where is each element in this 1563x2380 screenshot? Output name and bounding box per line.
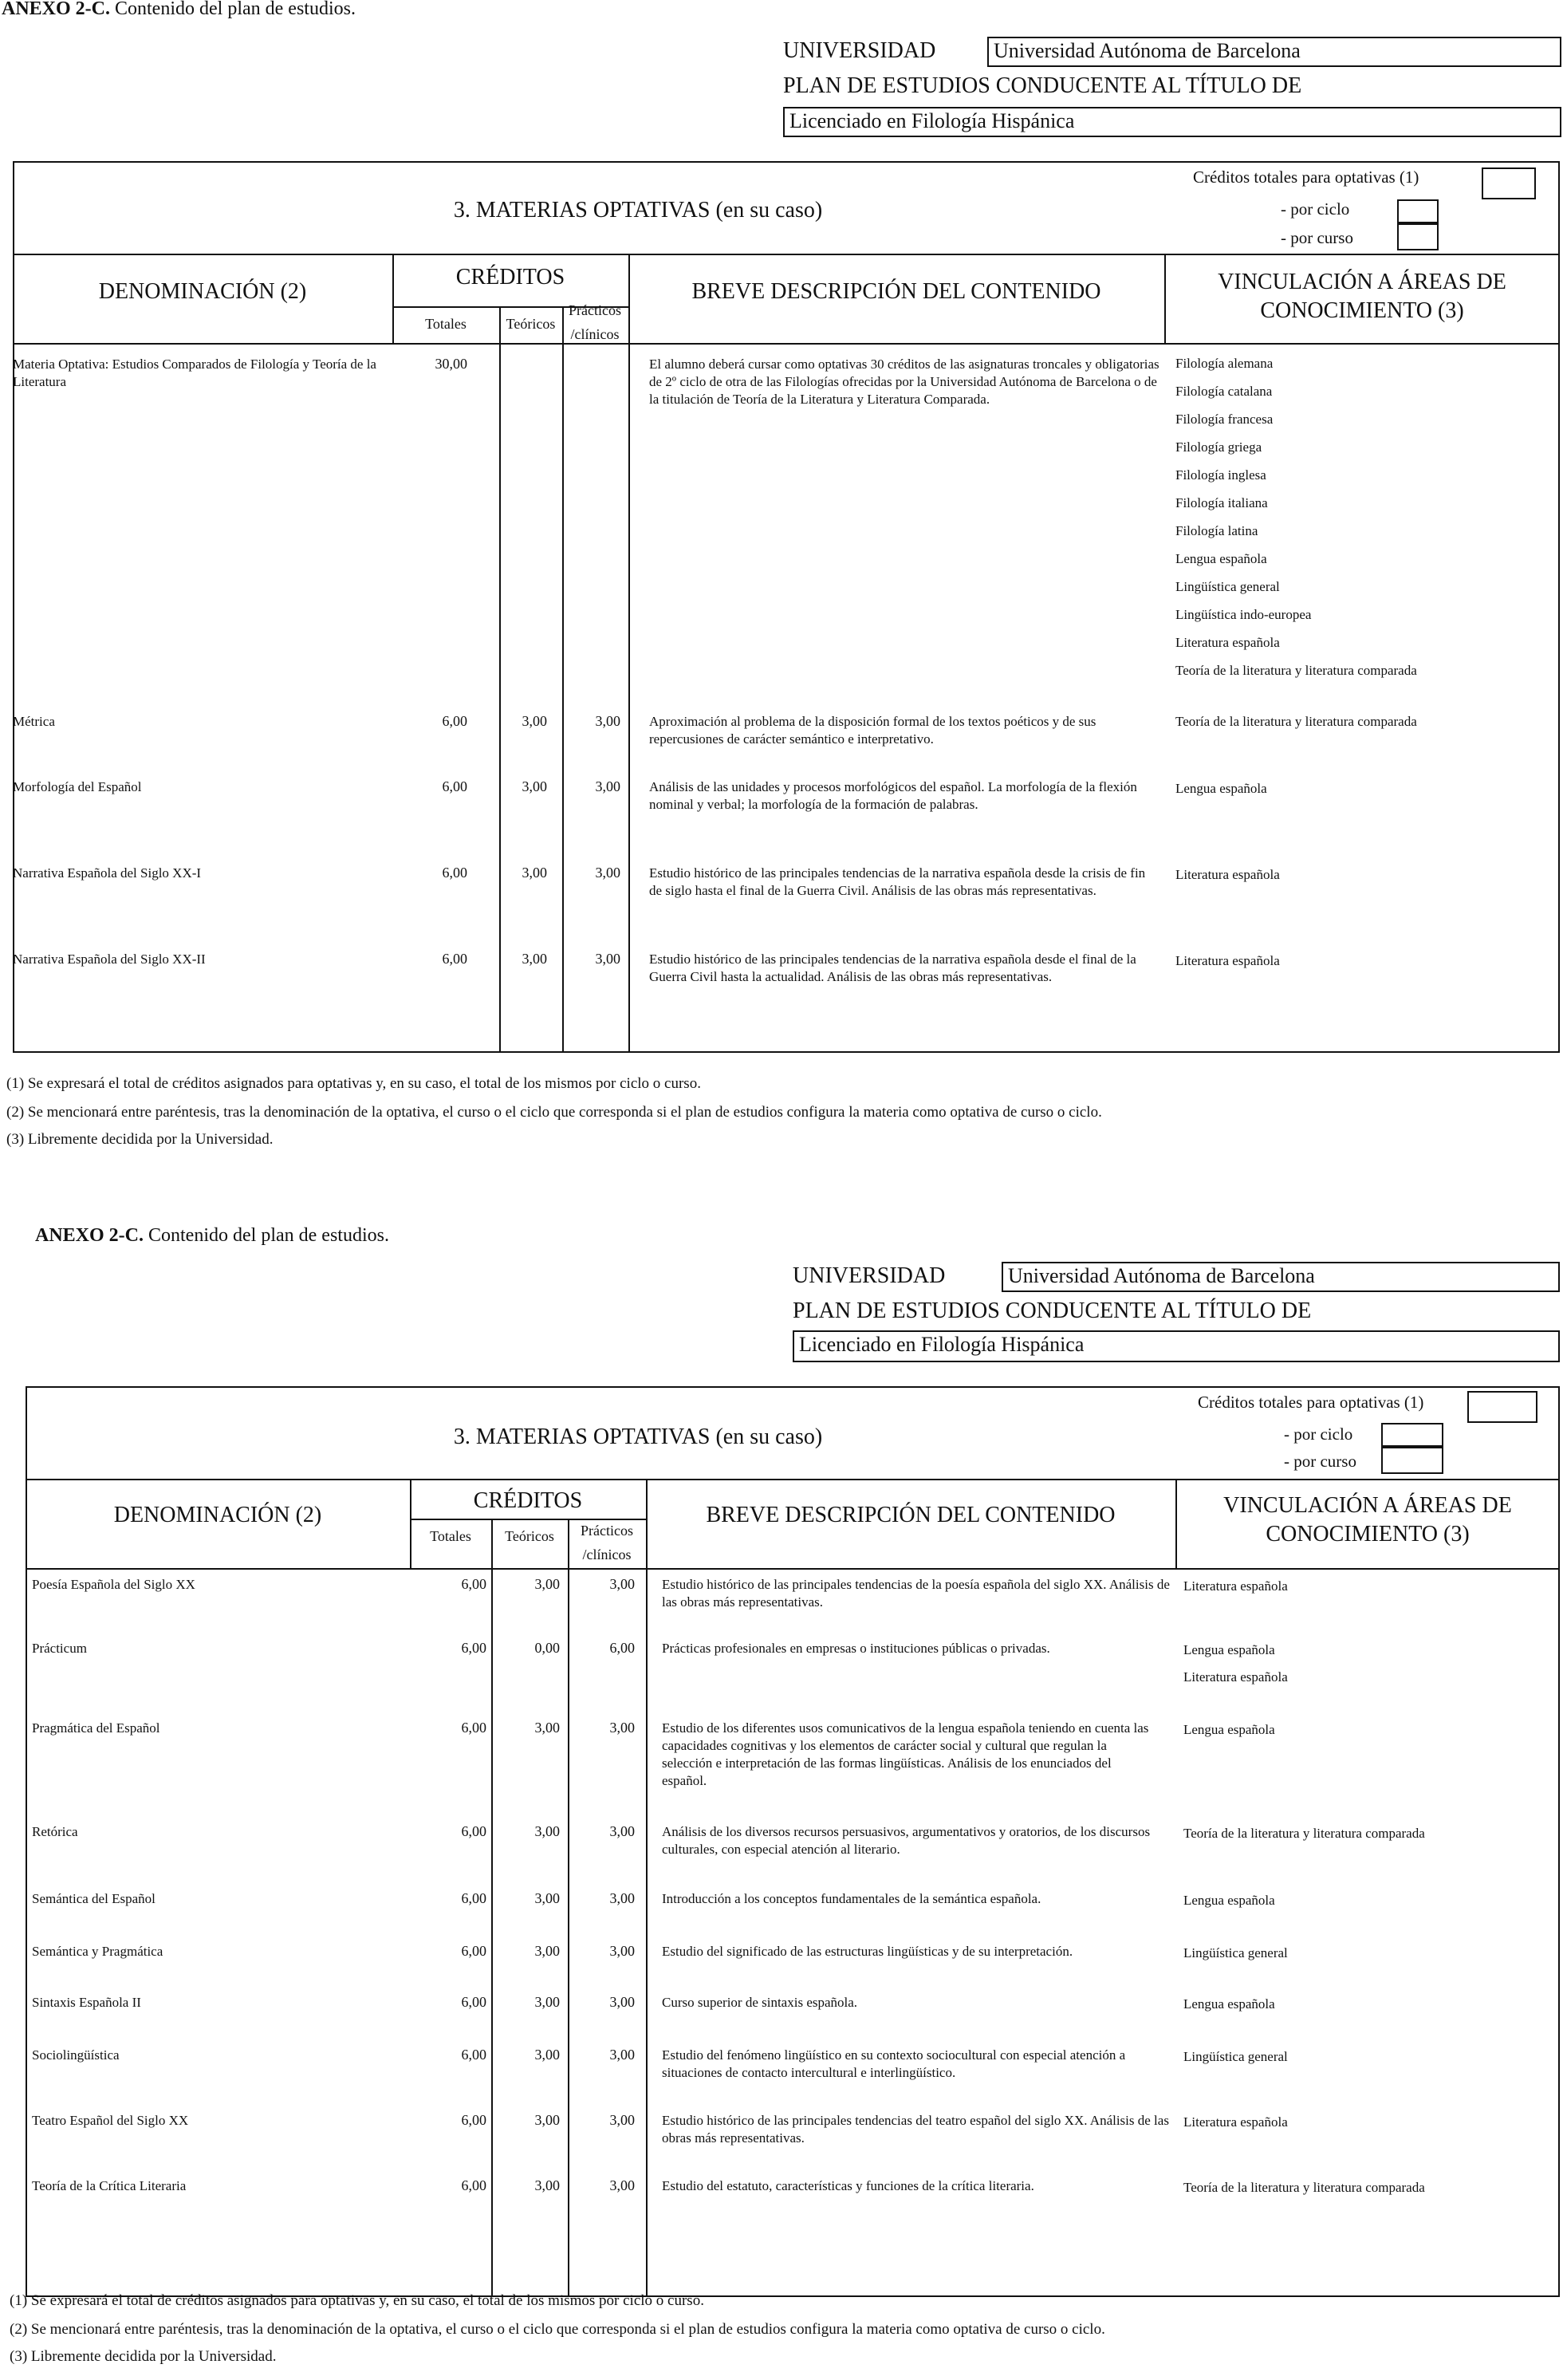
por-curso-box xyxy=(1397,223,1439,250)
area-item: Lingüística general xyxy=(1175,579,1280,594)
row-description: Análisis de los diversos recursos persuasivos, argumentativos y oratorios, de los discursos culturales, con especial atención al literario. xyxy=(662,1824,1151,1857)
row-description: Introducción a los conceptos fundamentales de la semántica española. xyxy=(662,1891,1041,1906)
section-title: 3. MATERIAS OPTATIVAS (en su caso) xyxy=(453,198,823,223)
row-totales: 30,00 xyxy=(435,356,467,372)
divider xyxy=(13,254,1560,255)
row-totales: 6,00 xyxy=(461,1890,486,1906)
creditos-totales-box xyxy=(1482,167,1536,199)
row-areas xyxy=(1175,349,1417,684)
row-teoricos: 3,00 xyxy=(534,1943,560,1959)
row-name: Métrica xyxy=(13,714,55,729)
universidad-field: Universidad Autónoma de Barcelona xyxy=(1002,1262,1560,1292)
row-practicos: 3,00 xyxy=(609,1576,635,1592)
plan-label: PLAN DE ESTUDIOS CONDUCENTE AL TÍTULO DE xyxy=(793,1298,1312,1323)
col-denominacion: DENOMINACIÓN (2) xyxy=(113,1503,322,1527)
anexo-label: ANEXO 2-C. xyxy=(35,1225,144,1246)
divider xyxy=(13,343,1560,345)
col-teoricos: Teóricos xyxy=(506,316,556,332)
area-item: Filología francesa xyxy=(1175,412,1274,427)
row-description: Análisis de las unidades y procesos morfológicos del español. La morfología de la flexión nominal y verbal; la morfología de la formación de palabras. xyxy=(649,779,1137,812)
row-area: Literatura española xyxy=(1183,2114,1288,2130)
row-description: El alumno deberá cursar como optativas 30 créditos de las asignaturas troncales y obligatorias de 2º ciclo de otra de las Filologías ofrecidas por la Universidad Autónoma de Barcelona o de la titulación de Teoría de la Literatura y Literatura Comparada. xyxy=(649,357,1159,407)
area-item: Filología italiana xyxy=(1175,495,1268,510)
row-teoricos: 3,00 xyxy=(522,713,547,729)
row-teoricos: 3,00 xyxy=(522,951,547,967)
area-item: Lingüística indo-europea xyxy=(1175,607,1312,622)
row-totales: 6,00 xyxy=(461,2177,486,2193)
row-name: Teoría de la Crítica Literaria xyxy=(32,2178,187,2193)
row-name: Sintaxis Española II xyxy=(32,1995,141,2010)
col-descripcion: BREVE DESCRIPCIÓN DEL CONTENIDO xyxy=(706,1503,1116,1527)
row-practicos: 6,00 xyxy=(609,1640,635,1656)
row-area: Lengua española xyxy=(1183,1722,1275,1737)
row-description: Prácticas profesionales en empresas o instituciones públicas o privadas. xyxy=(662,1641,1050,1656)
row-teoricos: 3,00 xyxy=(534,1890,560,1906)
row-totales: 6,00 xyxy=(461,1943,486,1959)
row-name: Materia Optativa: Estudios Comparados de Filología y Teoría de la Literatura xyxy=(13,357,376,389)
row-practicos: 3,00 xyxy=(595,713,620,729)
row-name: Teatro Español del Siglo XX xyxy=(32,2113,189,2128)
divider xyxy=(26,1479,1560,1480)
footnote: (3) Libremente decidida por la Universidad. xyxy=(6,1131,274,1148)
col-denominacion: DENOMINACIÓN (2) xyxy=(98,279,307,304)
row-description: Estudio histórico de las principales tendencias de la poesía española del siglo XX. Análisis de las obras más representativas. xyxy=(662,1577,1170,1610)
row-teoricos: 3,00 xyxy=(534,1823,560,1839)
row-totales: 6,00 xyxy=(461,1640,486,1656)
creditos-totales-label: Créditos totales para optativas (1) xyxy=(1193,167,1419,187)
row-description: Estudio histórico de las principales tendencias del teatro español del siglo XX. Análisis de las obras más representativas. xyxy=(662,2113,1169,2146)
row-practicos: 3,00 xyxy=(609,1994,635,2010)
row-totales: 6,00 xyxy=(461,1994,486,2010)
row-name: Retórica xyxy=(32,1824,78,1839)
area-item: Filología alemana xyxy=(1175,356,1274,371)
footnote: (3) Libremente decidida por la Universidad. xyxy=(10,2348,277,2365)
footnote: (2) Se mencionará entre paréntesis, tras la denominación de la optativa, el curso o el ciclo que corresponda si el plan de estudios configura la materia como optativa de curso o ciclo. xyxy=(6,1104,1102,1121)
row-name: Morfología del Español xyxy=(13,779,142,794)
por-ciclo-box xyxy=(1381,1423,1443,1447)
anexo-title xyxy=(35,1225,389,1247)
plan-label: PLAN DE ESTUDIOS CONDUCENTE AL TÍTULO DE xyxy=(783,73,1302,98)
row-name: Semántica y Pragmática xyxy=(32,1944,163,1959)
row-practicos: 3,00 xyxy=(609,1943,635,1959)
por-curso-box xyxy=(1381,1447,1443,1474)
row-description: Estudio del significado de las estructuras lingüísticas y de su interpretación. xyxy=(662,1944,1073,1959)
area-item: Teoría de la literatura y literatura comparada xyxy=(1175,663,1417,678)
section-title: 3. MATERIAS OPTATIVAS (en su caso) xyxy=(453,1424,823,1449)
row-name: Semántica del Español xyxy=(32,1891,156,1906)
divider xyxy=(491,1519,493,2297)
anexo-subtitle: Contenido del plan de estudios. xyxy=(115,0,356,19)
row-name: Narrativa Española del Siglo XX-I xyxy=(13,865,202,881)
row-practicos: 3,00 xyxy=(595,865,620,881)
row-description: Estudio de los diferentes usos comunicativos de la lengua española teniendo en cuenta las capacidades cognitivas y los elementos de carácter social y cultural que regulan la selección e interpretación de las formas lingüísticas. Análisis de los enunciados del español. xyxy=(662,1720,1149,1788)
row-name: Narrativa Española del Siglo XX-II xyxy=(13,952,206,967)
row-practicos: 3,00 xyxy=(609,1720,635,1736)
anexo-label: ANEXO 2-C. xyxy=(2,0,110,19)
row-practicos: 3,00 xyxy=(609,1823,635,1839)
creditos-totales-label: Créditos totales para optativas (1) xyxy=(1198,1393,1424,1412)
divider xyxy=(562,306,564,1053)
row-teoricos: 3,00 xyxy=(522,865,547,881)
row-name: Poesía Española del Siglo XX xyxy=(32,1577,195,1592)
row-totales: 6,00 xyxy=(461,2112,486,2128)
row-totales: 6,00 xyxy=(461,2047,486,2063)
col-practicos: Prácticos /clínicos xyxy=(569,302,621,342)
anexo-title xyxy=(2,0,356,20)
area-item: Literatura española xyxy=(1175,635,1280,650)
footnote: (2) Se mencionará entre paréntesis, tras la denominación de la optativa, el curso o el ciclo que corresponda si el plan de estudios configura la materia como optativa de curso o ciclo. xyxy=(10,2321,1105,2338)
col-creditos: CRÉDITOS xyxy=(455,265,565,290)
row-area: Lengua española xyxy=(1183,1996,1275,2012)
por-ciclo-label: - por ciclo xyxy=(1284,1424,1353,1444)
titulo-field: Licenciado en Filología Hispánica xyxy=(783,107,1561,137)
row-description: Estudio del fenómeno lingüístico en su contexto sociocultural con especial atención a situaciones de contacto intercultural e interlingüístico. xyxy=(662,2047,1126,2080)
row-area: Teoría de la literatura y literatura comparada xyxy=(1175,714,1417,729)
row-description: Estudio histórico de las principales tendencias de la narrativa española desde el final de la Guerra Civil hasta la actualidad. Análisis de las obras más representativas. xyxy=(649,952,1136,984)
row-name: Sociolingüística xyxy=(32,2047,120,2063)
row-teoricos: 3,00 xyxy=(534,2047,560,2063)
row-practicos: 3,00 xyxy=(595,778,620,794)
col-totales: Totales xyxy=(425,316,467,332)
row-area: Literatura española xyxy=(1175,867,1280,882)
row-teoricos: 0,00 xyxy=(534,1640,560,1656)
row-area: Teoría de la literatura y literatura comparada xyxy=(1183,1826,1425,1841)
row-description: Aproximación al problema de la disposición formal de los textos poéticos y de sus repercusiones de carácter semántico e interpretativo. xyxy=(649,714,1096,747)
row-totales: 6,00 xyxy=(461,1720,486,1736)
row-description: Estudio histórico de las principales tendencias de la narrativa española desde la crisis de fin de siglo hasta el final de la Guerra Civil. Análisis de las obras más representativas. xyxy=(649,865,1146,898)
row-totales: 6,00 xyxy=(461,1576,486,1592)
area-item: Filología griega xyxy=(1175,439,1262,455)
row-teoricos: 3,00 xyxy=(522,778,547,794)
row-totales: 6,00 xyxy=(461,1823,486,1839)
row-totales: 6,00 xyxy=(442,951,467,967)
row-area: Lengua española xyxy=(1183,1893,1275,1908)
row-description: Estudio del estatuto, características y funciones de la crítica literaria. xyxy=(662,2178,1034,2193)
row-teoricos: 3,00 xyxy=(534,1576,560,1592)
col-descripcion: BREVE DESCRIPCIÓN DEL CONTENIDO xyxy=(691,279,1101,304)
row-teoricos: 3,00 xyxy=(534,2112,560,2128)
row-area: Literatura española xyxy=(1183,1578,1288,1594)
row-totales: 6,00 xyxy=(442,713,467,729)
row-practicos: 3,00 xyxy=(609,2047,635,2063)
row-name: Prácticum xyxy=(32,1641,87,1656)
row-area: Lengua española xyxy=(1183,1642,1275,1657)
row-area: Literatura española xyxy=(1183,1669,1288,1685)
divider xyxy=(568,1519,569,2297)
col-creditos: CRÉDITOS xyxy=(473,1488,583,1513)
row-description: Curso superior de sintaxis española. xyxy=(662,1995,858,2010)
col-totales: Totales xyxy=(430,1528,471,1544)
row-area: Lingüística general xyxy=(1183,2049,1288,2064)
row-teoricos: 3,00 xyxy=(534,1994,560,2010)
row-practicos: 3,00 xyxy=(609,1890,635,1906)
row-area: Lingüística general xyxy=(1183,1945,1288,1960)
row-name: Pragmática del Español xyxy=(32,1720,160,1736)
divider xyxy=(628,254,630,1053)
universidad-field: Universidad Autónoma de Barcelona xyxy=(987,37,1561,67)
titulo-field: Licenciado en Filología Hispánica xyxy=(793,1330,1560,1362)
row-teoricos: 3,00 xyxy=(534,2177,560,2193)
universidad-label: UNIVERSIDAD xyxy=(793,1263,946,1288)
por-ciclo-box xyxy=(1397,199,1439,223)
por-curso-label: - por curso xyxy=(1284,1452,1356,1471)
row-area: Teoría de la literatura y literatura comparada xyxy=(1183,2180,1425,2195)
por-ciclo-label: - por ciclo xyxy=(1281,199,1350,219)
divider xyxy=(26,1568,1560,1570)
col-teoricos: Teóricos xyxy=(505,1528,554,1544)
creditos-totales-box xyxy=(1467,1391,1537,1423)
row-teoricos: 3,00 xyxy=(534,1720,560,1736)
col-vinculacion: VINCULACIÓN A ÁREAS DE CONOCIMIENTO (3) xyxy=(1223,1493,1512,1547)
row-practicos: 3,00 xyxy=(609,2177,635,2193)
row-totales: 6,00 xyxy=(442,778,467,794)
footnote: (1) Se expresará el total de créditos asignados para optativas y, en su caso, el total de los mismos por ciclo o curso. xyxy=(10,2292,704,2309)
row-area: Lengua española xyxy=(1175,781,1267,796)
divider xyxy=(646,1479,648,2297)
row-area: Literatura española xyxy=(1175,953,1280,968)
col-vinculacion: VINCULACIÓN A ÁREAS DE CONOCIMIENTO (3) xyxy=(1218,270,1506,323)
por-curso-label: - por curso xyxy=(1281,228,1353,247)
row-totales: 6,00 xyxy=(442,865,467,881)
anexo-subtitle: Contenido del plan de estudios. xyxy=(148,1225,389,1246)
row-practicos: 3,00 xyxy=(609,2112,635,2128)
universidad-label: UNIVERSIDAD xyxy=(783,38,936,63)
area-item: Filología catalana xyxy=(1175,384,1273,399)
area-item: Filología inglesa xyxy=(1175,467,1266,483)
divider xyxy=(499,306,501,1053)
footnote: (1) Se expresará el total de créditos asignados para optativas y, en su caso, el total de los mismos por ciclo o curso. xyxy=(6,1075,701,1092)
area-item: Filología latina xyxy=(1175,523,1258,538)
col-practicos: Prácticos /clínicos xyxy=(581,1523,633,1562)
area-item: Lengua española xyxy=(1175,551,1267,566)
row-practicos: 3,00 xyxy=(595,951,620,967)
